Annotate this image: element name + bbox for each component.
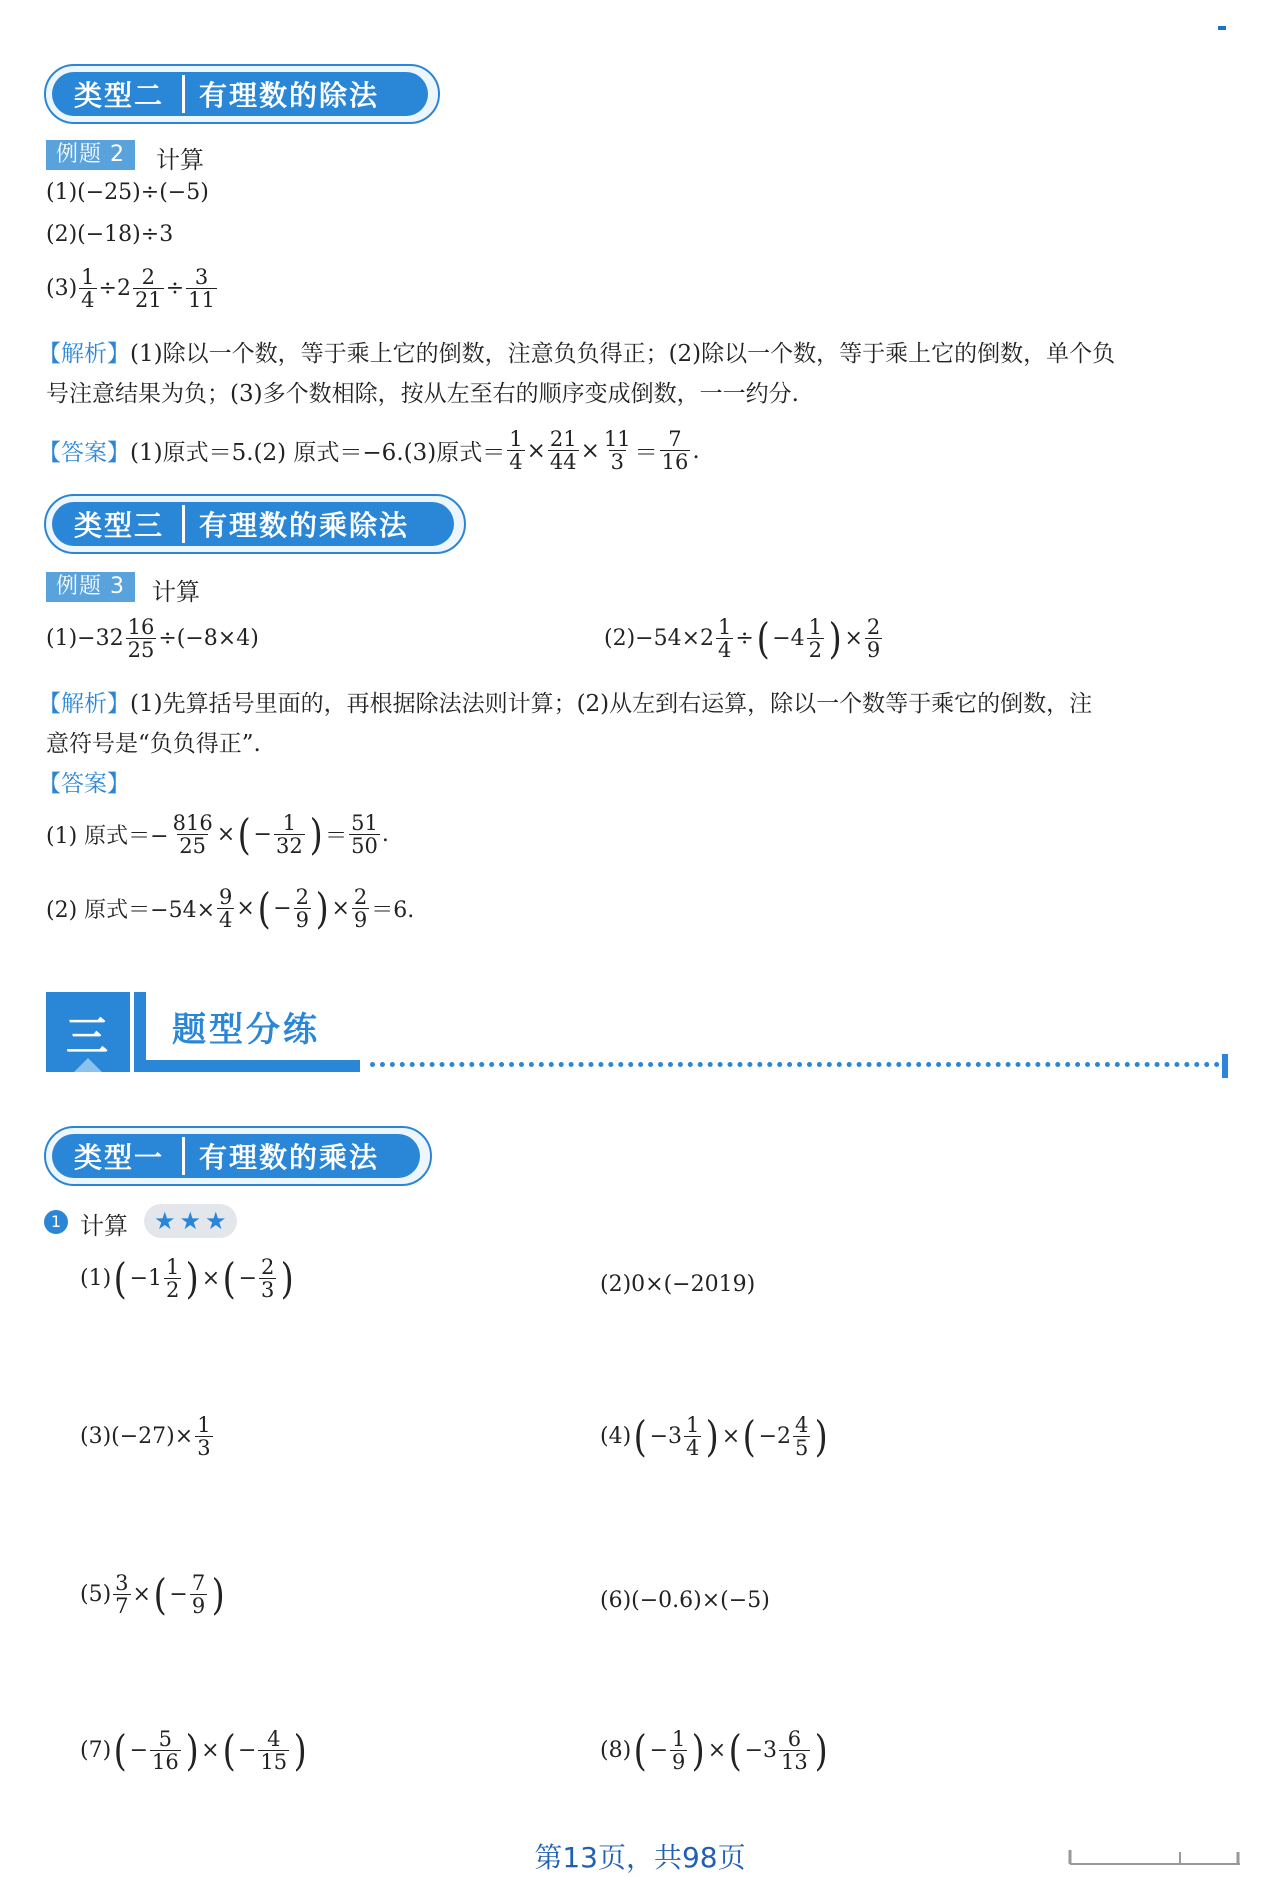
type2-header [44,64,440,124]
type2-tag: 类型二 [74,79,165,112]
right-paren: ) [309,809,323,859]
minus: − [273,896,292,922]
numerator: 1 [686,1413,700,1437]
left-paren: ( [756,613,770,663]
numerator: 16 [127,615,155,639]
fraction [186,266,217,311]
fraction [133,266,164,311]
denominator: 2 [166,1278,180,1303]
denominator: 4 [509,450,523,475]
denominator: 32 [275,834,303,859]
type3-title: 有理数的乘除法 [199,509,410,542]
left-paren: ( [153,1569,167,1619]
practice-title: 计算 [80,1212,128,1240]
equals: ＝ [325,824,348,850]
left-paren: ( [222,1253,236,1303]
numerator: 1 [81,265,95,289]
ex2-problem-1: (1)(−25)÷(−5) [46,180,209,205]
left-paren: ( [222,1725,236,1775]
example3-title: 计算 [152,578,200,606]
left-paren: ( [237,809,251,859]
operator: ÷ [735,626,754,652]
header-divider [182,505,185,543]
section-number-box [46,992,130,1072]
ex3-answer-tag: 【答案】 [38,771,130,797]
minus: − [238,1266,258,1292]
fraction [190,1572,207,1617]
analysis-tag: 【解析】 [38,341,130,367]
prefix: (3) [46,276,78,302]
numerator: 5 [158,1727,173,1751]
minus: − [129,1738,148,1764]
numerator: 11 [603,427,631,451]
fraction [716,616,733,661]
denominator: 5 [795,1436,809,1461]
numerator: 4 [795,1413,809,1437]
prefix: (2) 原式＝−54× [46,898,216,924]
period: . [381,822,389,848]
fraction [684,1414,701,1459]
ex3-problem-1 [46,616,259,661]
numerator: 4 [267,1727,281,1751]
ex2-answer [38,428,700,473]
right-paren: ) [185,1725,199,1775]
section-number: 三 [66,1012,109,1061]
denominator: 3 [261,1278,275,1303]
ex2-problem-3 [46,266,219,311]
fraction [294,886,311,931]
numerator: 2 [295,885,310,909]
practice-problem-1 [80,1253,297,1303]
denominator: 44 [549,450,577,475]
denominator: 7 [115,1594,129,1619]
operator: × [707,1738,727,1764]
minus: − [649,1738,668,1764]
operator: ÷ [165,276,185,302]
fraction [793,1414,810,1459]
fraction [779,1728,810,1773]
fraction [670,1728,687,1773]
right-paren: ) [828,613,842,663]
denominator: 4 [81,288,95,313]
operator: × [331,896,350,922]
operator: × [132,1582,151,1608]
operator: × [201,1738,220,1764]
type2-title: 有理数的除法 [199,79,380,112]
fraction [807,616,824,661]
numerator: 1 [282,811,296,835]
difficulty-rating [144,1204,237,1238]
type3-header [44,494,466,554]
denominator: 9 [295,908,310,933]
analysis-text: (1)除以一个数，等于乘上它的倒数，注意负负得正；(2)除以一个数，等于乘上它的倒数，单个负 [130,341,1116,367]
operator: × [201,1266,221,1292]
practice-problem-3 [80,1414,215,1459]
numerator: 9 [219,885,233,909]
question-number: 1 [44,1210,68,1234]
denominator: 9 [191,1594,206,1619]
mid: −4 [772,626,805,652]
denominator: 11 [188,288,215,313]
practice-problem-4 [600,1411,831,1461]
numerator: 1 [808,615,823,639]
ex3-answer-2 [46,883,415,933]
period: . [692,437,700,464]
fraction [548,428,579,473]
ex3-analysis-line2: 意符号是“负负得正”. [46,731,261,757]
fraction [602,428,633,473]
numerator: 3 [115,1571,129,1595]
denominator: 25 [127,638,155,663]
right-paren: ) [706,1411,720,1461]
denominator: 3 [197,1436,211,1461]
ex3-answer-1 [46,809,389,859]
numerator: 2 [353,885,368,909]
right-paren: ) [692,1725,706,1775]
numerator: 1 [509,427,523,451]
numerator: 1 [197,1413,211,1437]
star-icon: ★ [154,1207,176,1235]
fraction [164,1256,181,1301]
right-paren: ) [293,1725,307,1775]
right-paren: ) [814,1725,828,1775]
prefix: (5) [80,1582,112,1608]
right-paren: ) [186,1253,200,1303]
numerator: 21 [549,427,577,451]
left-paren: ( [113,1253,127,1303]
fraction [507,428,524,473]
denominator: 25 [179,834,206,859]
fraction [274,812,305,857]
numerator: 1 [718,615,732,639]
example2-title: 计算 [156,146,204,174]
numerator: 7 [668,427,682,451]
numerator: 816 [172,811,213,835]
operator: ÷2 [98,276,131,302]
type1-header [44,1126,432,1186]
section-rule-end [1222,1054,1228,1078]
type3-tag: 类型三 [74,509,165,542]
prefix: (8) [600,1738,632,1764]
prefix: (1)−32 [46,626,124,652]
denominator: 9 [672,1750,686,1775]
denominator: 9 [866,638,881,663]
page-edge-icon [1060,1848,1250,1866]
operator: × [844,626,863,652]
minus: − [169,1582,188,1608]
left-paren: ( [257,883,271,933]
analysis-tag: 【解析】 [38,691,130,717]
denominator: 13 [781,1750,808,1775]
operator: × [216,822,236,848]
fraction [349,812,380,857]
denominator: 16 [152,1750,179,1775]
answer-text: (1)原式＝5.(2) 原式＝−6.(3)原式＝ [130,440,506,467]
numerator: 3 [194,265,209,289]
star-icon: ★ [205,1207,227,1235]
right-paren: ) [281,1253,295,1303]
denominator: 15 [260,1750,288,1775]
denominator: 4 [219,908,233,933]
minus: − [237,1738,257,1764]
fraction [171,812,215,857]
fraction [217,886,234,931]
prefix: (4) [600,1424,632,1450]
practice-problem-7 [80,1725,310,1775]
denominator: 3 [610,450,624,475]
practice-problem-6: (6)(−0.6)×(−5) [600,1588,770,1613]
fraction [113,1572,130,1617]
fraction [259,1256,276,1301]
denominator: 4 [686,1436,700,1461]
practice-problem-2: (2)0×(−2019) [600,1272,756,1297]
prefix: (7) [80,1738,112,1764]
left-paren: ( [633,1725,647,1775]
numerator: 2 [261,1255,275,1279]
operator: × [526,437,546,464]
page-footer: 第13页，共98页 [534,1841,746,1874]
triangle-icon [74,1058,102,1072]
section-underline [134,1060,360,1072]
fraction [865,616,882,661]
fraction [126,616,157,661]
section-title: 题型分练 [172,1010,320,1050]
numerator: 6 [787,1727,802,1751]
practice-problem-8 [600,1725,830,1775]
fraction [79,266,96,311]
operator: ＝ [634,440,658,467]
fraction [150,1728,181,1773]
example3-label: 例题 3 [46,572,135,602]
denominator: 9 [353,908,368,933]
operator: × [236,896,255,922]
left-paren: ( [742,1411,756,1461]
integer: −1 [129,1266,162,1292]
integer: −2 [758,1424,792,1450]
denominator: 21 [134,288,162,313]
integer: −3 [744,1738,778,1764]
denominator: 16 [661,450,689,475]
left-paren: ( [633,1411,647,1461]
numerator: 2 [866,615,881,639]
type1-title: 有理数的乘法 [199,1141,380,1174]
answer-tag: 【答案】 [38,440,130,467]
left-paren: ( [728,1725,742,1775]
header-divider [182,1137,185,1175]
header-divider [182,75,185,113]
type1-tag: 类型一 [74,1141,165,1174]
denominator: 2 [808,638,823,663]
minus: − [253,822,272,848]
denominator: 50 [351,834,378,859]
denominator: 4 [718,638,732,663]
star-icon: ★ [179,1207,202,1235]
ex3-problem-2 [604,613,884,663]
rest: ÷(−8×4) [158,626,259,652]
operator: × [721,1424,741,1450]
prefix: (3)(−27)× [80,1424,194,1450]
integer: −3 [649,1424,682,1450]
fraction [660,428,691,473]
prefix: (1) 原式＝− [46,824,169,850]
fraction [352,886,369,931]
right-paren: ) [815,1411,829,1461]
end: ＝6. [371,898,415,924]
ex2-problem-2: (2)(−18)÷3 [46,222,174,247]
operator: × [580,437,600,464]
prefix: (1) [80,1266,112,1292]
right-paren: ) [315,883,329,933]
practice-problem-5 [80,1569,228,1619]
numerator: 51 [351,811,378,835]
example2-label: 例题 2 [46,140,135,170]
prefix: (2)−54×2 [604,626,715,652]
numerator: 2 [141,265,156,289]
analysis-text: (1)先算括号里面的，再根据除法法则计算；(2)从左到右运算，除以一个数等于乘它的倒数，注 [130,691,1093,717]
numerator: 1 [672,1727,686,1751]
ex2-analysis-line1 [38,334,1115,374]
numerator: 7 [191,1571,206,1595]
fraction [195,1414,212,1459]
fraction [258,1728,289,1773]
right-paren: ) [211,1569,225,1619]
corner-mark [1218,26,1226,30]
left-paren: ( [113,1725,127,1775]
ex2-analysis-line2: 号注意结果为负；(3)多个数相除，按从左至右的顺序变成倒数，一一约分. [46,381,799,407]
ex3-analysis-line1 [38,684,1092,724]
section-dotted-rule [370,1062,1220,1067]
numerator: 1 [166,1255,180,1279]
